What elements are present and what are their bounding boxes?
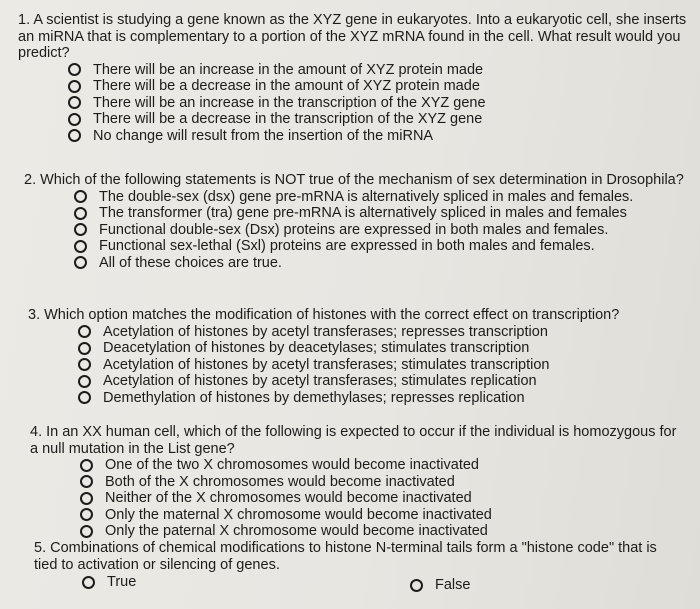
question-4-option-a[interactable]: [80, 457, 680, 474]
question-3-option-e[interactable]: [78, 390, 678, 407]
radio-button[interactable]: [82, 576, 95, 589]
question-1-stem: 1. A scientist is studying a gene known as the XYZ gene in eukaryotes. Into a eukaryotic cell, she inserts an miRNA that is complementary to a portion of the XYZ mRNA found in the cell. What result would you predict?: [18, 12, 687, 61]
option-label: Demethylation of histones by demethylases; represses replication: [103, 389, 525, 406]
option-label: True: [107, 574, 137, 590]
option-label: Functional double-sex (Dsx) proteins are expressed in both males and females.: [99, 221, 609, 238]
radio-button[interactable]: [80, 508, 93, 521]
question-4-option-c[interactable]: [80, 490, 680, 507]
question-4-stem: 4. In an XX human cell, which of the following is expected to occur if the individual is homozygous for a null mutation in the List gene?: [30, 424, 677, 457]
option-label: Only the maternal X chromosome would become inactivated: [105, 506, 492, 523]
option-label: Both of the X chromosomes would become inactivated: [105, 473, 455, 490]
question-3: [28, 307, 678, 406]
option-label: There will be an increase in the transcription of the XYZ gene: [93, 94, 486, 111]
question-1-option-d[interactable]: [68, 111, 688, 128]
radio-button[interactable]: [68, 63, 81, 76]
option-label: False: [435, 577, 471, 593]
option-label: Functional sex-lethal (Sxl) proteins are expressed in both males and females.: [99, 238, 595, 254]
radio-button[interactable]: [80, 492, 93, 505]
question-5-stem: 5. Combinations of chemical modifications to histone N-terminal tails form a "histone code" that is tied to activation or silencing of genes.: [34, 540, 657, 573]
question-1-option-e[interactable]: [68, 128, 688, 145]
radio-button[interactable]: [78, 358, 91, 371]
option-label: No change will result from the insertion of the miRNA: [93, 127, 434, 144]
option-label: There will be an increase in the amount of XYZ protein made: [93, 61, 484, 78]
radio-button[interactable]: [68, 113, 81, 126]
question-2-option-d[interactable]: [74, 238, 684, 255]
option-label: The double-sex (dsx) gene pre-mRNA is alternatively spliced in males and females.: [99, 188, 634, 205]
radio-button[interactable]: [68, 80, 81, 93]
question-3-option-a[interactable]: [78, 324, 678, 341]
option-label: All of these choices are true.: [99, 254, 282, 271]
question-1: [18, 12, 688, 144]
radio-button[interactable]: [410, 579, 423, 592]
radio-button[interactable]: [80, 475, 93, 488]
radio-button[interactable]: [78, 391, 91, 404]
radio-button[interactable]: [80, 525, 93, 538]
question-3-option-c[interactable]: [78, 357, 678, 374]
radio-button[interactable]: [68, 96, 81, 109]
radio-button[interactable]: [74, 190, 87, 203]
question-1-option-a[interactable]: [68, 62, 688, 79]
question-2-option-b[interactable]: [74, 205, 684, 222]
question-2-option-a[interactable]: [74, 189, 684, 206]
radio-button[interactable]: [78, 325, 91, 338]
question-1-option-b[interactable]: [68, 78, 688, 95]
question-3-option-b[interactable]: [78, 340, 678, 357]
option-label: The transformer (tra) gene pre-mRNA is alternatively spliced in males and females: [99, 205, 627, 221]
radio-button[interactable]: [78, 375, 91, 388]
option-label: One of the two X chromosomes would become inactivated: [105, 457, 479, 473]
question-4-option-d[interactable]: [80, 507, 680, 524]
question-5-options: [34, 573, 674, 593]
option-label: Acetylation of histones by acetyl transferases; represses transcription: [103, 323, 548, 340]
question-3-option-d[interactable]: [78, 373, 678, 390]
question-2: [24, 172, 684, 271]
option-label: There will be a decrease in the amount of XYZ protein made: [93, 78, 480, 94]
question-5: [34, 540, 674, 593]
radio-button[interactable]: [68, 129, 81, 142]
radio-button[interactable]: [74, 256, 87, 269]
option-label: Neither of the X chromosomes would become inactivated: [105, 490, 472, 506]
question-2-stem: 2. Which of the following statements is NOT true of the mechanism of sex determination in Drosophila?: [24, 172, 684, 188]
radio-button[interactable]: [74, 240, 87, 253]
question-4-options: [80, 457, 680, 540]
option-label: Deacetylation of histones by deacetylases; stimulates transcription: [103, 340, 530, 356]
question-2-option-c[interactable]: [74, 222, 684, 239]
question-3-stem: 3. Which option matches the modification of histones with the correct effect on transcription?: [28, 307, 620, 323]
radio-button[interactable]: [74, 223, 87, 236]
option-label: There will be a decrease in the transcription of the XYZ gene: [93, 111, 483, 127]
radio-button[interactable]: [78, 342, 91, 355]
radio-button[interactable]: [80, 459, 93, 472]
question-4-option-e[interactable]: [80, 523, 680, 540]
question-2-options: [74, 189, 684, 272]
radio-button[interactable]: [74, 207, 87, 220]
option-label: Acetylation of histones by acetyl transferases; stimulates transcription: [103, 356, 550, 373]
question-3-options: [78, 324, 678, 407]
question-1-option-c[interactable]: [68, 95, 688, 112]
question-2-option-e[interactable]: [74, 255, 684, 272]
question-5-option-false[interactable]: [410, 577, 470, 594]
option-label: Only the paternal X chromosome would become inactivated: [105, 523, 488, 539]
question-5-option-true[interactable]: [82, 574, 136, 591]
question-4-option-b[interactable]: [80, 474, 680, 491]
option-label: Acetylation of histones by acetyl transferases; stimulates replication: [103, 373, 537, 389]
question-4: [30, 424, 680, 540]
question-1-options: [68, 62, 688, 145]
